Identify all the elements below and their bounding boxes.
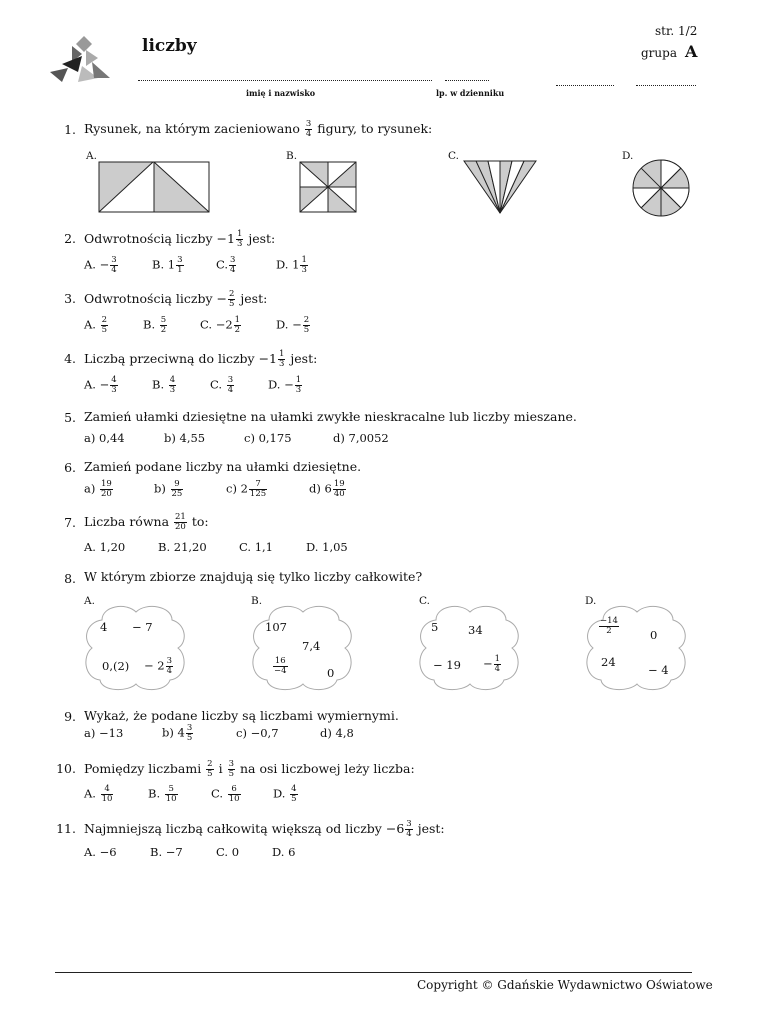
question-text: Liczba równa $\frac{21}{20}$ to:	[84, 512, 209, 532]
group-indicator	[641, 42, 697, 61]
option-label: D.	[622, 150, 634, 162]
answer-option[interactable]: A. 1,20	[84, 540, 126, 554]
figure-b[interactable]	[299, 161, 357, 213]
option-label: B.	[286, 150, 298, 162]
name-field-line[interactable]	[138, 80, 432, 81]
question-number: 5.	[64, 410, 76, 425]
question-text: Zamień ułamki dziesiętne na ułamki zwykłe nieskracalne lub liczby mieszane.	[84, 409, 577, 424]
answer-option[interactable]: A. − $\frac{3}{4}$	[84, 255, 117, 275]
question-number: 7.	[64, 515, 76, 530]
question-number: 6.	[64, 460, 76, 475]
answer-option[interactable]: b) 4 $\frac{3}{5}$	[162, 723, 193, 743]
question-number: 4.	[64, 351, 76, 366]
option-label: C.	[448, 150, 459, 162]
answer-option[interactable]: c) 0,175	[244, 431, 292, 445]
answer-option[interactable]: C. 1,1	[239, 540, 273, 554]
answer-option[interactable]: a) $\frac{19}{20}$	[84, 479, 112, 499]
cloud-set-a[interactable]	[82, 602, 190, 692]
set-element: 107	[265, 620, 287, 634]
answer-option[interactable]: B. $\frac{4}{3}$	[152, 375, 176, 395]
set-element: − 7	[132, 620, 153, 634]
question-text: Zamień podane liczby na ułamki dziesiętne.	[84, 459, 362, 474]
answer-option[interactable]: B. −7	[150, 845, 183, 859]
question-number: 1.	[64, 122, 76, 137]
answer-option[interactable]: C. $\frac{3}{4}$	[216, 255, 236, 275]
answer-option[interactable]: B. $\frac{5}{2}$	[143, 315, 167, 335]
question-text: Wykaż, że podane liczby są liczbami wymiernymi.	[84, 708, 399, 723]
set-element: − 19	[433, 658, 461, 672]
journal-caption: lp. w dzienniku	[436, 88, 505, 98]
page-number: str. 1/2	[655, 24, 698, 38]
answer-option[interactable]: d) 4,8	[320, 726, 354, 740]
page-title: liczby	[142, 36, 197, 56]
set-element: $\frac{16}{-4}$	[274, 656, 287, 676]
answer-option[interactable]: D. − $\frac{2}{5}$	[276, 315, 310, 335]
answer-option[interactable]: D. 6	[272, 845, 296, 859]
answer-option[interactable]: a) −13	[84, 726, 124, 740]
question-number: 10.	[56, 761, 76, 776]
answer-option[interactable]: D. $\frac{4}{5}$	[273, 784, 297, 804]
set-element: 0	[327, 666, 335, 680]
question-text: Najmniejszą liczbą całkowitą większą od liczby −6 $\frac{3}{4}$ jest:	[84, 819, 445, 839]
set-element: − 4	[648, 663, 669, 677]
answer-option[interactable]: B. 1 $\frac{3}{1}$	[152, 255, 183, 275]
answer-option[interactable]: A. −6	[84, 845, 117, 859]
question-number: 11.	[56, 821, 76, 836]
question-text: Pomiędzy liczbami $\frac{2}{5}$ i $\frac{3}{5}$ na osi liczbowej leży liczba:	[84, 759, 415, 779]
answer-option[interactable]: B. $\frac{5}{10}$	[148, 784, 177, 804]
set-element: 4	[100, 620, 108, 634]
answer-option[interactable]: d) 7,0052	[333, 431, 389, 445]
answer-option[interactable]: D. 1 $\frac{1}{3}$	[276, 255, 307, 275]
set-element: 24	[601, 655, 616, 669]
option-label: C.	[419, 595, 430, 607]
figure-d[interactable]	[631, 158, 691, 218]
extra-field-line[interactable]	[556, 85, 614, 86]
name-caption: imię i nazwisko	[246, 88, 316, 98]
group-letter: A	[684, 42, 698, 61]
answer-option[interactable]: D. − $\frac{1}{3}$	[268, 375, 302, 395]
set-element: 5	[431, 620, 439, 634]
journal-number-field-line[interactable]	[445, 80, 489, 81]
question-number: 8.	[64, 571, 76, 586]
figure-c[interactable]	[462, 159, 538, 215]
answer-option[interactable]: C. $\frac{6}{10}$	[211, 784, 240, 804]
option-label: A.	[84, 595, 95, 607]
cloud-set-c[interactable]	[416, 602, 524, 692]
question-number: 3.	[64, 291, 76, 306]
question-number: 2.	[64, 231, 76, 246]
answer-option[interactable]: c) −0,7	[236, 726, 279, 740]
set-element: 0,(2)	[102, 659, 130, 673]
option-label: A.	[86, 150, 97, 162]
set-element: − $\frac{1}{4}$	[483, 654, 501, 674]
answer-option[interactable]: A. $\frac{4}{10}$	[84, 784, 113, 804]
set-element: − 2 $\frac{3}{4}$	[144, 656, 173, 676]
answer-option[interactable]: c) 2 $\frac{7}{125}$	[226, 479, 267, 499]
option-label: D.	[585, 595, 597, 607]
question-number: 9.	[64, 709, 76, 724]
answer-option[interactable]: C. $\frac{3}{4}$	[210, 375, 234, 395]
answer-option[interactable]: d) 6 $\frac{19}{40}$	[309, 479, 345, 499]
set-element: 0	[650, 628, 658, 642]
publisher-logo	[48, 34, 114, 88]
copyright-text: Copyright © Gdańskie Wydawnictwo Oświatowe	[417, 978, 713, 992]
answer-option[interactable]: b) 4,55	[164, 431, 206, 445]
option-label: B.	[251, 595, 263, 607]
question-text: Odwrotnością liczby −1 $\frac{1}{3}$ jest:	[84, 229, 276, 249]
answer-option[interactable]: b) $\frac{9}{25}$	[154, 479, 183, 499]
answer-option[interactable]: C. −2 $\frac{1}{2}$	[200, 315, 241, 335]
answer-option[interactable]: C. 0	[216, 845, 240, 859]
answer-option[interactable]: a) 0,44	[84, 431, 125, 445]
footer-divider	[55, 972, 692, 973]
question-text: Odwrotnością liczby − $\frac{2}{5}$ jest:	[84, 289, 268, 309]
set-element: 34	[468, 623, 483, 637]
question-text: Liczbą przeciwną do liczby −1 $\frac{1}{3}$ jest:	[84, 349, 318, 369]
answer-option[interactable]: A. $\frac{2}{5}$	[84, 315, 108, 335]
answer-option[interactable]: D. 1,05	[306, 540, 348, 554]
figure-a[interactable]	[98, 161, 210, 213]
answer-option[interactable]: B. 21,20	[158, 540, 207, 554]
set-element: 7,4	[302, 639, 321, 653]
extra-field-line[interactable]	[636, 85, 696, 86]
set-element: $\frac{-14}{2}$	[600, 616, 618, 636]
question-text: Rysunek, na którym zacieniowano $\frac{3}{4}$ figury, to rysunek:	[84, 119, 433, 139]
answer-option[interactable]: A. − $\frac{4}{3}$	[84, 375, 117, 395]
question-text: W którym zbiorze znajdują się tylko liczby całkowite?	[84, 569, 423, 584]
group-label: grupa	[641, 46, 677, 60]
